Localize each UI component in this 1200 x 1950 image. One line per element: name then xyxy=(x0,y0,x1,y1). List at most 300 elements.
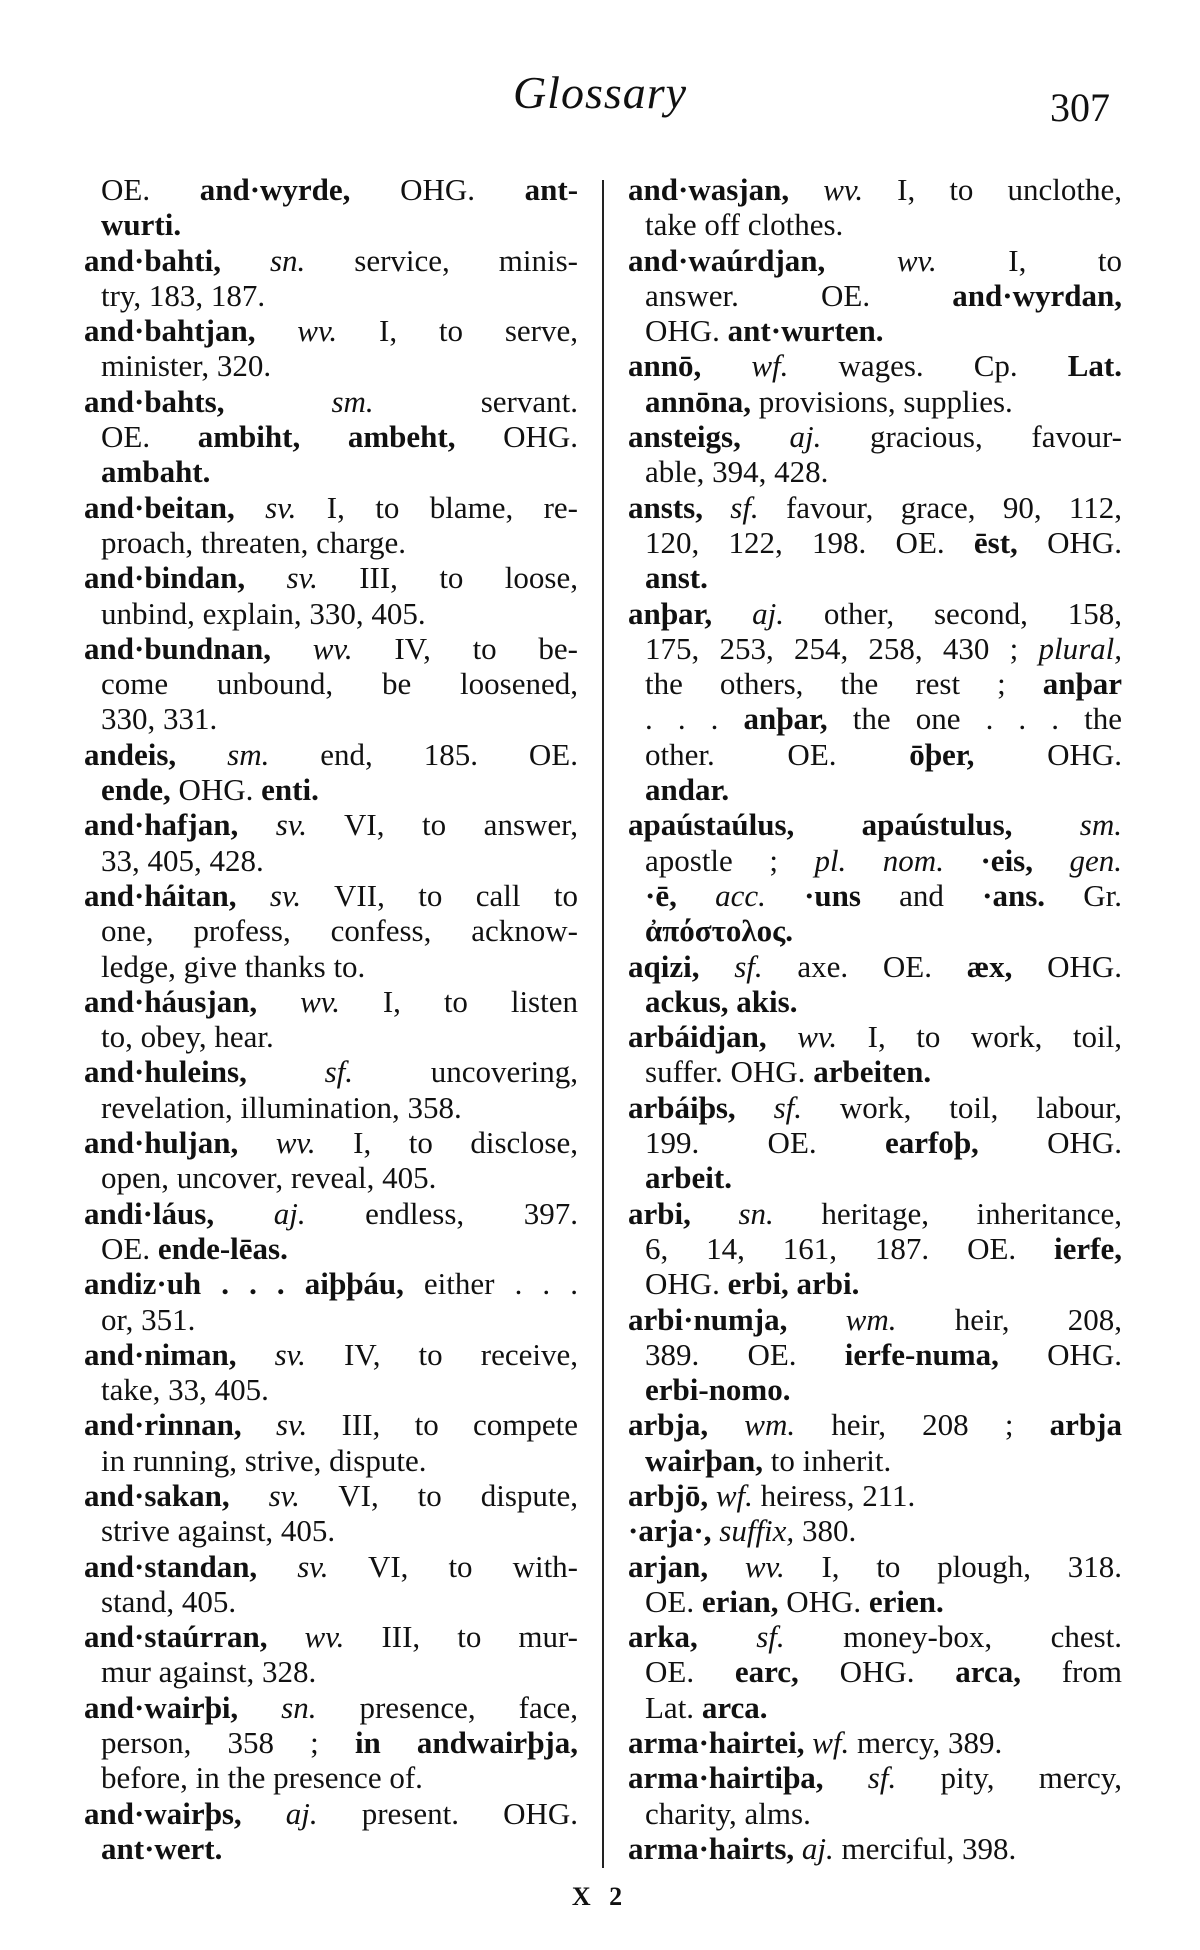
headword: and·niman, xyxy=(84,1336,237,1372)
headword: and·bindan, xyxy=(84,560,246,596)
glossary-entry xyxy=(628,1407,1122,1478)
definition-text: 120, 122, 198. OE. xyxy=(645,524,974,560)
headword: and·huleins, xyxy=(84,1054,247,1090)
headword: arca, xyxy=(955,1654,1021,1690)
definition-text: presence, face, xyxy=(316,1689,578,1725)
headword: aqizi, xyxy=(628,948,700,984)
grammar-label: wv. xyxy=(312,630,353,666)
definition-text: apostle ; xyxy=(645,842,815,878)
definition-text: OHG. xyxy=(978,1125,1122,1161)
grammar-label: wm. xyxy=(845,1301,897,1337)
definition-text: heir, 208, xyxy=(896,1301,1122,1337)
definition-text xyxy=(257,984,300,1019)
glossary-entry xyxy=(84,807,578,878)
definition-text xyxy=(698,1619,756,1654)
definition-text: OE. xyxy=(101,419,198,455)
grammar-label: sf. xyxy=(734,948,763,984)
page-number: 307 xyxy=(1050,85,1110,130)
glossary-entry xyxy=(84,560,578,631)
entry-line xyxy=(628,490,1122,525)
grammar-label: aj. xyxy=(752,595,784,631)
grammar-label: plural, xyxy=(1038,630,1122,666)
definition-text xyxy=(794,1831,802,1866)
entry-line xyxy=(84,1196,578,1231)
definition-text: I, to blame, re- xyxy=(296,489,578,525)
headword: arma·hairtei, xyxy=(628,1725,805,1761)
grammar-label: sf. xyxy=(756,1619,785,1655)
definition-text: OHG. xyxy=(778,1583,869,1619)
entry-line xyxy=(84,1266,578,1301)
entry-line xyxy=(84,1831,578,1866)
definition-text xyxy=(1012,807,1079,842)
entry-line xyxy=(628,878,1122,913)
definition-text: VII, to call to xyxy=(301,877,578,913)
glossary-entry xyxy=(84,1690,578,1796)
entry-line xyxy=(628,1266,1122,1301)
grammar-label: sn. xyxy=(269,242,306,278)
definition-text xyxy=(235,490,265,525)
entry-line xyxy=(628,666,1122,701)
headword: arbja, xyxy=(628,1407,709,1443)
entry-line xyxy=(84,666,578,701)
grammar-label: wv. xyxy=(797,1019,838,1055)
definition-text: VI, to answer, xyxy=(307,807,578,843)
definition-text xyxy=(230,1478,269,1513)
headword: and·wyrdan, xyxy=(952,277,1122,313)
definition-text: OHG. xyxy=(998,1336,1122,1372)
glossary-entry xyxy=(84,1796,578,1867)
entry-line xyxy=(84,1019,578,1054)
definition-text: unbind, explain, 330, 405. xyxy=(101,595,426,631)
headword: erien. xyxy=(868,1583,944,1619)
headword: ōþer, xyxy=(909,736,975,772)
definition-text: heir, 208 ; xyxy=(795,1407,1050,1443)
definition-text: I, to xyxy=(936,242,1123,278)
entry-line xyxy=(628,1478,1122,1513)
glossary-entry xyxy=(84,1478,578,1549)
entry-line xyxy=(628,243,1122,278)
entry-line xyxy=(84,1760,578,1795)
headword: and·háusjan, xyxy=(84,983,258,1019)
definition-text: III, to compete xyxy=(307,1407,579,1443)
headword: ·ans. xyxy=(982,877,1046,913)
definition-text: Gr. xyxy=(1045,877,1123,913)
grammar-label: wf. xyxy=(715,1477,753,1513)
definition-text: open, uncover, reveal, 405. xyxy=(101,1160,437,1196)
entry-line xyxy=(628,1549,1122,1584)
entry-line xyxy=(628,949,1122,984)
headword: and·huljan, xyxy=(84,1125,239,1161)
entry-line xyxy=(84,1160,578,1195)
entry-line xyxy=(84,1796,578,1831)
definition-text xyxy=(767,1019,798,1054)
definition-text: stand, 405. xyxy=(101,1583,237,1619)
headword: arbjō, xyxy=(628,1477,709,1513)
headword: arbeit. xyxy=(645,1160,732,1196)
headword: earfoþ, xyxy=(884,1125,979,1161)
definition-text: uncovering, xyxy=(353,1054,578,1090)
definition-text: III, to loose, xyxy=(317,560,578,596)
definition-text xyxy=(237,1337,275,1372)
grammar-label: sv. xyxy=(269,877,302,913)
entry-line xyxy=(628,1372,1122,1407)
definition-text: OE. xyxy=(101,1230,158,1266)
definition-text xyxy=(699,949,734,984)
definition-text: the one . . . the xyxy=(827,701,1122,737)
definition-text xyxy=(708,1478,716,1513)
definition-text: I, to disclose, xyxy=(315,1125,578,1161)
definition-text: endless, 397. xyxy=(305,1195,579,1231)
definition-text xyxy=(238,1125,276,1160)
entry-line xyxy=(84,384,578,419)
entry-line xyxy=(628,348,1122,383)
entry-line xyxy=(84,1054,578,1089)
grammar-label: sm. xyxy=(227,736,270,772)
definition-text xyxy=(766,878,804,913)
definition-text xyxy=(712,596,752,631)
grammar-label: wm. xyxy=(744,1407,796,1443)
glossary-entry xyxy=(628,1196,1122,1302)
glossary-entry xyxy=(628,348,1122,419)
entry-line xyxy=(628,913,1122,948)
definition-text: other. OE. xyxy=(645,736,910,772)
definition-text: and xyxy=(860,877,983,913)
definition-text xyxy=(238,1690,281,1725)
headword: annōna, xyxy=(645,383,751,419)
glossary-entry xyxy=(84,984,578,1055)
definition-text: charity, alms. xyxy=(645,1795,811,1831)
grammar-label: wv. xyxy=(896,242,937,278)
definition-text: proach, threaten, charge. xyxy=(101,524,406,560)
headword: anst. xyxy=(645,560,708,596)
headword: arma·hairts, xyxy=(628,1830,795,1866)
entry-line xyxy=(84,243,578,278)
grammar-label: sv. xyxy=(274,1336,306,1372)
headword: and·waúrdjan, xyxy=(628,242,826,278)
definition-text: revelation, illumination, 358. xyxy=(101,1089,462,1125)
glossary-entry xyxy=(628,1090,1122,1196)
definition-text: person, 358 ; xyxy=(101,1725,355,1761)
definition-text: from xyxy=(1020,1654,1122,1690)
entry-line xyxy=(84,807,578,842)
grammar-label: sf. xyxy=(867,1760,897,1796)
entry-line xyxy=(628,1690,1122,1725)
entry-line xyxy=(84,1302,578,1337)
headword: and·hafjan, xyxy=(84,807,239,843)
entry-line xyxy=(84,419,578,454)
definition-text xyxy=(267,1619,304,1654)
definition-text xyxy=(677,878,715,913)
entry-line xyxy=(628,1196,1122,1231)
headword: Lat. xyxy=(1067,348,1122,384)
headword: ende, xyxy=(101,772,171,808)
entry-line xyxy=(84,913,578,948)
entry-line xyxy=(628,172,1122,207)
headword: and·bahts, xyxy=(84,383,225,419)
definition-text: OHG. xyxy=(974,736,1123,772)
entry-line xyxy=(84,207,578,242)
entry-line xyxy=(84,701,578,736)
definition-text: minister, 320. xyxy=(101,348,272,384)
definition-text: strive against, 405. xyxy=(101,1513,336,1549)
headword: enti. xyxy=(261,772,319,808)
glossary-column-left xyxy=(84,172,578,1866)
headword: apaústaúlus, apaústulus, xyxy=(628,807,1013,843)
glossary-entry xyxy=(628,1725,1122,1760)
glossary-column-right xyxy=(628,172,1122,1866)
glossary-entry xyxy=(628,807,1122,948)
glossary-entry xyxy=(84,172,578,243)
definition-text xyxy=(944,843,981,878)
entry-line xyxy=(84,984,578,1019)
headword: anþar xyxy=(1042,666,1122,702)
entry-line xyxy=(628,631,1122,666)
entry-line xyxy=(628,1619,1122,1654)
definition-text: merciful, 398. xyxy=(833,1830,1017,1866)
entry-line xyxy=(84,1337,578,1372)
headword: and·wasjan, xyxy=(628,172,790,207)
definition-text: heritage, inheritance, xyxy=(773,1195,1122,1231)
glossary-entry xyxy=(84,878,578,984)
entry-line xyxy=(84,1549,578,1584)
grammar-label: sm. xyxy=(1079,807,1122,843)
definition-text: pity, mercy, xyxy=(896,1760,1122,1796)
entry-line xyxy=(84,1231,578,1266)
grammar-label: sf. xyxy=(773,1089,803,1125)
entry-line xyxy=(628,737,1122,772)
entry-line xyxy=(84,1513,578,1548)
entry-line xyxy=(84,348,578,383)
entry-line xyxy=(628,1231,1122,1266)
headword: ant·wurten. xyxy=(727,313,884,349)
headword: and·bundnan, xyxy=(84,630,272,666)
definition-text: ledge, give thanks to. xyxy=(101,948,366,984)
headword: erbi-nomo. xyxy=(645,1372,791,1408)
headword: andeis, xyxy=(84,736,177,772)
definition-text: OE. xyxy=(101,172,200,207)
definition-text: heiress, 211. xyxy=(752,1477,916,1513)
grammar-label: sf. xyxy=(324,1054,354,1090)
entry-line xyxy=(84,172,578,207)
headword: and·staúrran, xyxy=(84,1619,268,1655)
grammar-label: sf. xyxy=(730,489,759,525)
definition-text: one, profess, confess, acknow- xyxy=(101,913,578,949)
entry-line xyxy=(628,278,1122,313)
headword: ·ē, xyxy=(645,877,677,913)
definition-text: in running, strive, dispute. xyxy=(101,1442,427,1478)
glossary-entry xyxy=(84,490,578,561)
headword: ierfe-numa, xyxy=(844,1336,999,1372)
definition-text: wages. Cp. xyxy=(788,348,1068,384)
headword: ackus, akis. xyxy=(645,983,798,1019)
headword: arca. xyxy=(701,1689,768,1725)
headword: and·rinnan, xyxy=(84,1407,242,1443)
definition-text xyxy=(708,1549,745,1584)
entry-line xyxy=(628,525,1122,560)
headword: wurti. xyxy=(101,207,182,243)
entry-line xyxy=(628,843,1122,878)
headword: ·arja·, xyxy=(628,1513,712,1549)
definition-text: OHG. xyxy=(645,313,728,349)
glossary-entry xyxy=(84,1266,578,1337)
entry-line xyxy=(84,490,578,525)
headword: arbeiten. xyxy=(813,1054,932,1090)
grammar-label: wf. xyxy=(751,348,789,384)
glossary-entry xyxy=(628,1760,1122,1831)
entry-line xyxy=(628,1725,1122,1760)
headword: andiz·uh . . . aiþþáu, xyxy=(84,1266,404,1302)
entry-line xyxy=(84,313,578,348)
grammar-label: sv. xyxy=(275,1407,308,1443)
definition-text: III, to mur- xyxy=(344,1619,578,1655)
definition-text: 6, 14, 161, 187. OE. xyxy=(645,1230,1055,1266)
grammar-label: wv. xyxy=(297,313,338,349)
definition-text: take, 33, 405. xyxy=(101,1372,269,1408)
definition-text xyxy=(242,1407,276,1442)
glossary-entry xyxy=(628,1619,1122,1725)
definition-text: IV, to receive, xyxy=(305,1336,578,1372)
definition-text xyxy=(214,1196,274,1231)
entry-line xyxy=(84,1372,578,1407)
definition-text: to, obey, hear. xyxy=(101,1019,274,1055)
entry-line xyxy=(628,313,1122,348)
definition-text: or, 351. xyxy=(101,1301,196,1337)
definition-text: OHG. xyxy=(798,1654,956,1690)
definition-text: present. OHG. xyxy=(317,1795,579,1831)
definition-text: work, toil, labour, xyxy=(802,1089,1122,1125)
entry-line xyxy=(84,1619,578,1654)
headword: arbi·numja, xyxy=(628,1301,788,1337)
entry-line xyxy=(84,1125,578,1160)
entry-line xyxy=(84,278,578,313)
entry-line xyxy=(628,1654,1122,1689)
glossary-entry xyxy=(84,737,578,808)
glossary-entry xyxy=(628,1513,1122,1548)
grammar-label: sv. xyxy=(265,489,297,525)
entry-line xyxy=(84,1407,578,1442)
glossary-entry xyxy=(628,1019,1122,1090)
headword: æx, xyxy=(966,948,1013,984)
definition-text: mur against, 328. xyxy=(101,1654,317,1690)
glossary-entry xyxy=(84,384,578,490)
definition-text: OE. xyxy=(645,1654,735,1690)
glossary-entry xyxy=(84,313,578,384)
entry-line xyxy=(84,737,578,772)
definition-text xyxy=(176,737,227,772)
entry-line xyxy=(628,560,1122,595)
definition-text: 380. xyxy=(794,1513,857,1549)
definition-text: to inherit. xyxy=(763,1442,892,1478)
definition-text: I, to work, toil, xyxy=(837,1019,1122,1055)
definition-text: 389. OE. xyxy=(645,1336,845,1372)
definition-text: gracious, favour- xyxy=(821,419,1122,455)
entry-line xyxy=(84,525,578,560)
headword: anþar, xyxy=(743,701,828,737)
entry-line xyxy=(84,454,578,489)
definition-text: axe. OE. xyxy=(762,948,967,984)
grammar-label: sv. xyxy=(286,560,318,596)
headword: wairþan, xyxy=(645,1442,763,1478)
headword: andi·láus, xyxy=(84,1195,215,1231)
definition-text xyxy=(691,1196,739,1231)
grammar-label: wf. xyxy=(812,1725,850,1761)
definition-text: VI, to dispute, xyxy=(299,1477,579,1513)
definition-text: take off clothes. xyxy=(645,207,844,243)
definition-text: before, in the presence of. xyxy=(101,1760,423,1796)
entry-line xyxy=(84,1478,578,1513)
entry-line xyxy=(628,1513,1122,1548)
entry-line xyxy=(84,843,578,878)
column-divider xyxy=(602,180,604,1868)
definition-text xyxy=(823,1760,867,1795)
definition-text xyxy=(238,807,276,842)
definition-text: try, 183, 187. xyxy=(101,277,266,313)
definition-text: end, 185. OE. xyxy=(269,736,578,772)
glossary-entry xyxy=(628,949,1122,1020)
definition-text xyxy=(741,419,790,454)
glossary-entry xyxy=(84,631,578,737)
definition-text xyxy=(245,560,286,595)
grammar-label: aj. xyxy=(789,419,822,455)
grammar-label: pl. nom. xyxy=(814,842,944,878)
grammar-label: sv. xyxy=(268,1477,300,1513)
definition-text: 330, 331. xyxy=(101,701,218,737)
glossary-entry xyxy=(628,596,1122,808)
grammar-label: suffix, xyxy=(719,1513,795,1549)
headword: ende-lēas. xyxy=(157,1230,288,1266)
entry-line xyxy=(628,1796,1122,1831)
entry-line xyxy=(628,1760,1122,1795)
definition-text xyxy=(221,243,270,278)
definition-text: provisions, supplies. xyxy=(750,383,1013,419)
entry-line xyxy=(628,384,1122,419)
headword: arbi, xyxy=(628,1195,691,1231)
entry-line xyxy=(84,1725,578,1760)
headword: and·wairþs, xyxy=(84,1795,242,1831)
entry-line xyxy=(628,1407,1122,1442)
definition-text xyxy=(224,384,331,419)
entry-line xyxy=(628,596,1122,631)
headword: and·háitan, xyxy=(84,877,237,913)
headword: ambaht. xyxy=(101,454,211,490)
entry-line xyxy=(628,1302,1122,1337)
entry-line xyxy=(84,878,578,913)
definition-text: I, to plough, 318. xyxy=(784,1548,1122,1584)
grammar-label: gen. xyxy=(1069,842,1123,878)
definition-text: 199. OE. xyxy=(645,1125,885,1161)
glossary-entry xyxy=(84,243,578,314)
definition-text xyxy=(787,1302,845,1337)
definition-text xyxy=(271,631,313,666)
definition-text: 33, 405, 428. xyxy=(101,842,264,878)
grammar-label: sn. xyxy=(738,1195,774,1231)
entry-line xyxy=(628,1831,1122,1866)
entry-line xyxy=(628,1090,1122,1125)
entry-line xyxy=(628,701,1122,736)
definition-text: either . . . xyxy=(403,1266,578,1302)
grammar-label: aj. xyxy=(801,1830,834,1866)
entry-line xyxy=(628,1337,1122,1372)
glossary-entry xyxy=(628,1478,1122,1513)
definition-text: the others, the rest ; xyxy=(645,666,1043,702)
definition-text: OHG. xyxy=(645,1266,728,1302)
definition-text: . . . xyxy=(645,701,744,737)
definition-text xyxy=(247,1054,325,1089)
entry-line xyxy=(84,631,578,666)
definition-text: OHG. xyxy=(350,172,525,207)
definition-text: favour, grace, 90, 112, xyxy=(758,489,1122,525)
definition-text: service, minis- xyxy=(305,242,578,278)
